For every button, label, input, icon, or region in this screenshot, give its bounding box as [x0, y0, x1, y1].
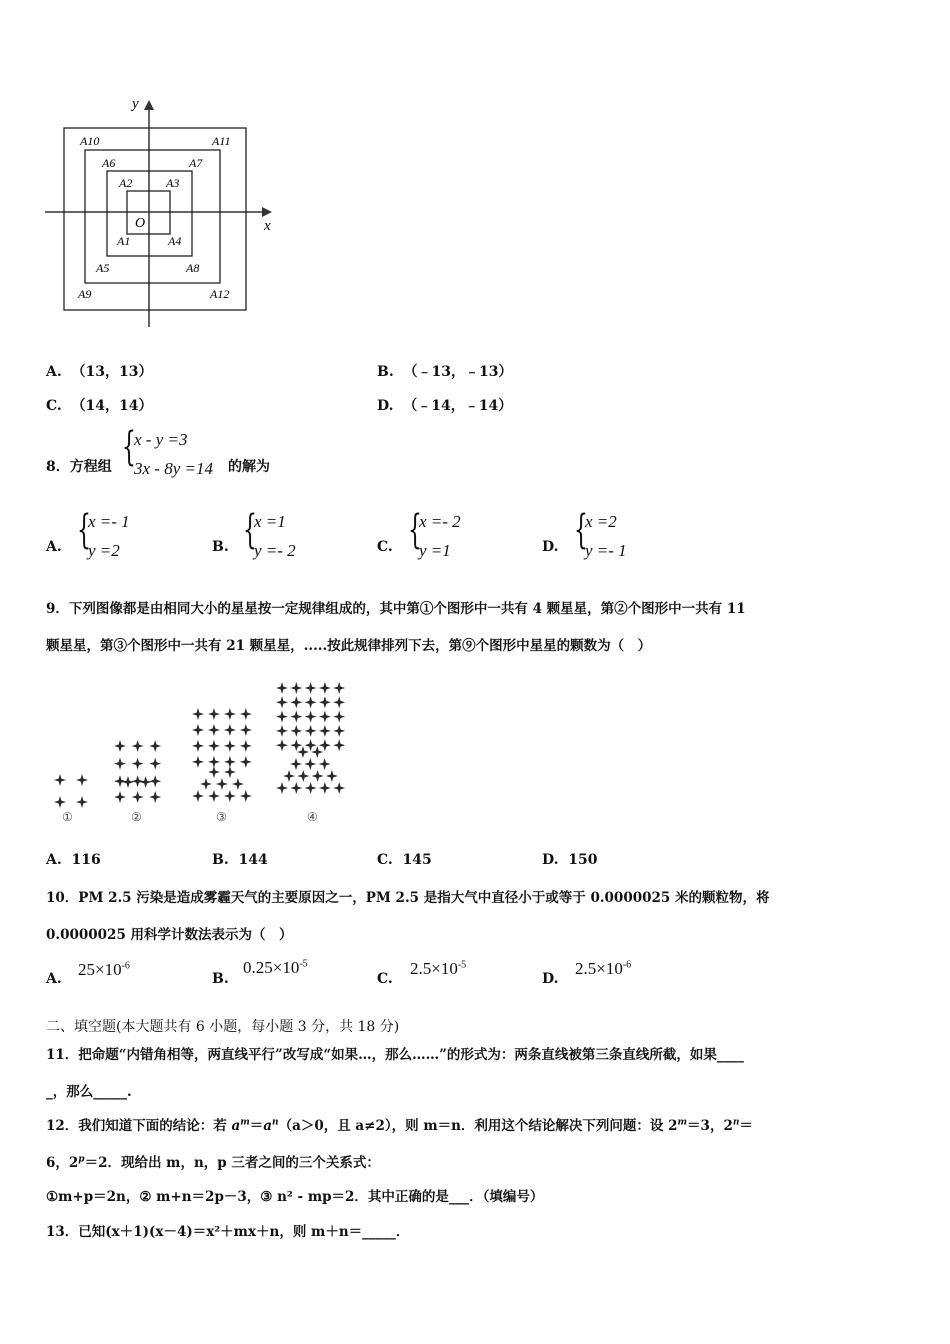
star-icon	[240, 724, 252, 736]
star-icon	[240, 756, 252, 768]
star-icon	[224, 790, 236, 802]
star-icon	[240, 790, 252, 802]
star-icon	[208, 766, 220, 778]
star-icon	[319, 782, 331, 794]
star-icon	[149, 791, 161, 803]
star-icon	[326, 770, 338, 782]
star-icon	[114, 758, 126, 770]
q8-option-c-line2: y =1	[419, 541, 451, 560]
q8-option-b-brace: {	[243, 507, 257, 553]
point-label-a12: A12	[210, 287, 230, 301]
star-icon	[333, 682, 345, 694]
star-icon	[276, 711, 288, 723]
q10-option-a-letter: A.	[46, 971, 62, 987]
star-icon	[149, 758, 161, 770]
point-label-a2: A2	[119, 176, 133, 190]
star-icon	[305, 725, 317, 737]
star-icon	[232, 778, 244, 790]
point-label-a4: A4	[168, 234, 182, 248]
star-icon	[319, 739, 331, 751]
q8-option-b-letter: B.	[212, 539, 229, 555]
figure-label-1: ①	[62, 810, 73, 824]
q11-line2: _，那么_____.	[46, 1084, 132, 1100]
q8-option-b-line1: x =1	[254, 512, 286, 531]
star-icon	[319, 696, 331, 708]
star-icon	[216, 778, 228, 790]
point-label-a6: A6	[102, 156, 116, 170]
q8-eq1: x - y =3	[134, 430, 188, 449]
star-icon	[305, 782, 317, 794]
q8-eq2: 3x - 8y =14	[134, 459, 213, 478]
star-icon	[122, 776, 134, 788]
star-icon	[290, 682, 302, 694]
q10-stem-line1: 10．PM 2.5 污染是造成雾霾天气的主要原因之一，PM 2.5 是指大气中直径小于或等于 0.0000025 米的颗粒物，将	[46, 890, 770, 906]
star-icon	[276, 725, 288, 737]
point-label-a7: A7	[189, 156, 203, 170]
q9-option-a: A. 116	[46, 852, 101, 868]
star-icon	[132, 758, 144, 770]
star-icon	[114, 791, 126, 803]
star-icon	[290, 782, 302, 794]
star-icon	[224, 708, 236, 720]
star-icon	[200, 778, 212, 790]
q7-option-d: D. （﹣14，﹣14）	[377, 398, 513, 414]
q12-line3: ①m+p＝2n，② m+n＝2p－3，③ n² - mp＝2．其中正确的是___．（填编号）	[46, 1189, 544, 1205]
star-icon	[192, 708, 204, 720]
star-icon	[132, 775, 144, 787]
star-icon	[192, 756, 204, 768]
point-label-a8: A8	[186, 261, 200, 275]
star-icon	[240, 708, 252, 720]
star-icon	[319, 725, 331, 737]
q8-stem-suffix: 的解为	[228, 459, 270, 475]
star-icon	[312, 770, 324, 782]
star-icon	[276, 696, 288, 708]
star-icon	[297, 746, 309, 758]
star-icon	[290, 696, 302, 708]
star-icon	[305, 739, 317, 751]
point-label-a10: A10	[80, 134, 100, 148]
star-icon	[132, 791, 144, 803]
point-label-a11: A11	[212, 134, 231, 148]
q10-option-b-letter: B.	[212, 971, 229, 987]
q8-option-c-line1: x =- 2	[419, 512, 461, 531]
y-axis-label: y	[132, 96, 139, 112]
star-icon	[140, 776, 152, 788]
q10-option-d-letter: D.	[542, 971, 559, 987]
q8-option-b-line2: y =- 2	[254, 541, 296, 560]
star-icon	[208, 790, 220, 802]
q7-option-c: C. （14，14）	[46, 398, 153, 414]
q10-stem-line2: 0.0000025 用科学计数法表示为（ ）	[46, 927, 293, 943]
star-icon	[224, 756, 236, 768]
star-icon	[311, 746, 323, 758]
star-icon	[290, 711, 302, 723]
figure-label-4: ④	[307, 810, 318, 824]
q8-option-c-brace: {	[408, 507, 422, 553]
q8-option-c-letter: C.	[377, 539, 393, 555]
star-icon	[54, 796, 66, 808]
q8-option-a-brace: {	[77, 507, 91, 553]
q8-option-d-line2: y =- 1	[585, 541, 627, 560]
star-icon	[54, 774, 66, 786]
q8-system-brace: {	[122, 424, 136, 470]
q8-option-d-line1: x =2	[585, 512, 617, 531]
star-icon	[114, 740, 126, 752]
star-icon	[192, 790, 204, 802]
star-icon	[240, 740, 252, 752]
q7-option-a: A. （13，13）	[46, 364, 153, 380]
q10-option-d-expr: $2.5\times 10^{-6}$	[575, 959, 632, 978]
nested-squares-figure	[40, 92, 285, 332]
section-2-title: 二、填空题(本大题共有 6 小题，每小题 3 分，共 18 分)	[46, 1019, 400, 1035]
star-icon	[208, 724, 220, 736]
star-icon	[114, 775, 126, 787]
star-icon	[276, 782, 288, 794]
star-icon	[290, 739, 302, 751]
star-icon	[192, 740, 204, 752]
q7-option-b: B. （﹣13，﹣13）	[377, 364, 513, 380]
star-icon	[224, 766, 236, 778]
q12-line2: 6，$2^p=2$．现给出 m，n，p 三者之间的三个关系式：	[46, 1154, 380, 1171]
star-icon	[333, 725, 345, 737]
point-label-a5: A5	[96, 261, 110, 275]
figure-label-2: ②	[131, 810, 142, 824]
point-label-a1: A1	[117, 234, 131, 248]
star-icon	[305, 711, 317, 723]
star-icon	[319, 682, 331, 694]
star-icon	[304, 758, 316, 770]
star-icon	[297, 770, 309, 782]
star-icon	[208, 740, 220, 752]
star-icon	[149, 775, 161, 787]
y-axis-arrow	[144, 100, 154, 110]
q8-option-a-letter: A.	[46, 539, 62, 555]
q9-stem-line2: 颗星星，第③个图形中一共有 21 颗星星，.....按此规律排列下去，第⑨个图形中星星的颗数为（ ）	[46, 638, 652, 654]
point-label-a3: A3	[166, 176, 180, 190]
x-axis-arrow	[262, 207, 272, 217]
star-icon	[132, 740, 144, 752]
q8-option-a-line1: x =- 1	[88, 512, 130, 531]
star-icon	[208, 708, 220, 720]
star-icon	[305, 696, 317, 708]
star-icon	[276, 682, 288, 694]
star-icon	[333, 782, 345, 794]
star-icon	[333, 696, 345, 708]
x-axis-label: x	[264, 218, 271, 234]
q12-line1: 12．我们知道下面的结论：若 $a^m=a^n(a>0$，且 a≠2），则 m＝n．利用这个结论解决下列问题：设 $2^m=3$，$2^n=$	[46, 1117, 753, 1134]
star-icon	[333, 711, 345, 723]
star-icon	[224, 724, 236, 736]
q9-option-d: D. 150	[542, 852, 598, 868]
star-icon	[333, 739, 345, 751]
q10-option-c-expr: $2.5\times 10^{-5}$	[410, 959, 467, 978]
q13-line: 13．已知(x＋1)(x－4)＝x²＋mx＋n，则 m＋n＝_____．	[46, 1224, 410, 1240]
q10-option-b-expr: $0.25\times 10^{-5}$	[243, 958, 308, 977]
star-icon	[208, 756, 220, 768]
star-icon	[305, 682, 317, 694]
star-icon	[290, 758, 302, 770]
q8-option-d-letter: D.	[542, 539, 559, 555]
star-icon	[224, 740, 236, 752]
origin-label: O	[135, 216, 146, 231]
star-icon	[149, 740, 161, 752]
star-icon	[76, 774, 88, 786]
star-icon	[283, 770, 295, 782]
star-icon	[319, 711, 331, 723]
q11-line1: 11．把命题“内错角相等，两直线平行”改写成“如果…，那么……”的形式为：两条直线被第三条直线所截，如果____	[46, 1047, 744, 1063]
q9-stem-line1: 9．下列图像都是由相同大小的星星按一定规律组成的，其中第①个图形中一共有 4 颗星星，第②个图形中一共有 11	[46, 601, 746, 617]
q10-option-c-letter: C.	[377, 971, 393, 987]
point-label-a9: A9	[78, 287, 92, 301]
figure-label-3: ③	[216, 810, 227, 824]
q9-option-c: C. 145	[377, 852, 432, 868]
star-icon	[192, 724, 204, 736]
q8-option-a-line2: y =2	[88, 541, 120, 560]
q8-option-d-brace: {	[574, 507, 588, 553]
q10-option-a-expr: $25\times 10^{-6}$	[78, 960, 130, 979]
star-icon	[276, 739, 288, 751]
q8-stem-prefix: 8．方程组	[46, 459, 112, 475]
q9-option-b: B. 144	[212, 852, 268, 868]
star-icon	[319, 758, 331, 770]
star-pattern-figure	[46, 676, 356, 826]
star-icon	[290, 725, 302, 737]
star-icon	[76, 796, 88, 808]
